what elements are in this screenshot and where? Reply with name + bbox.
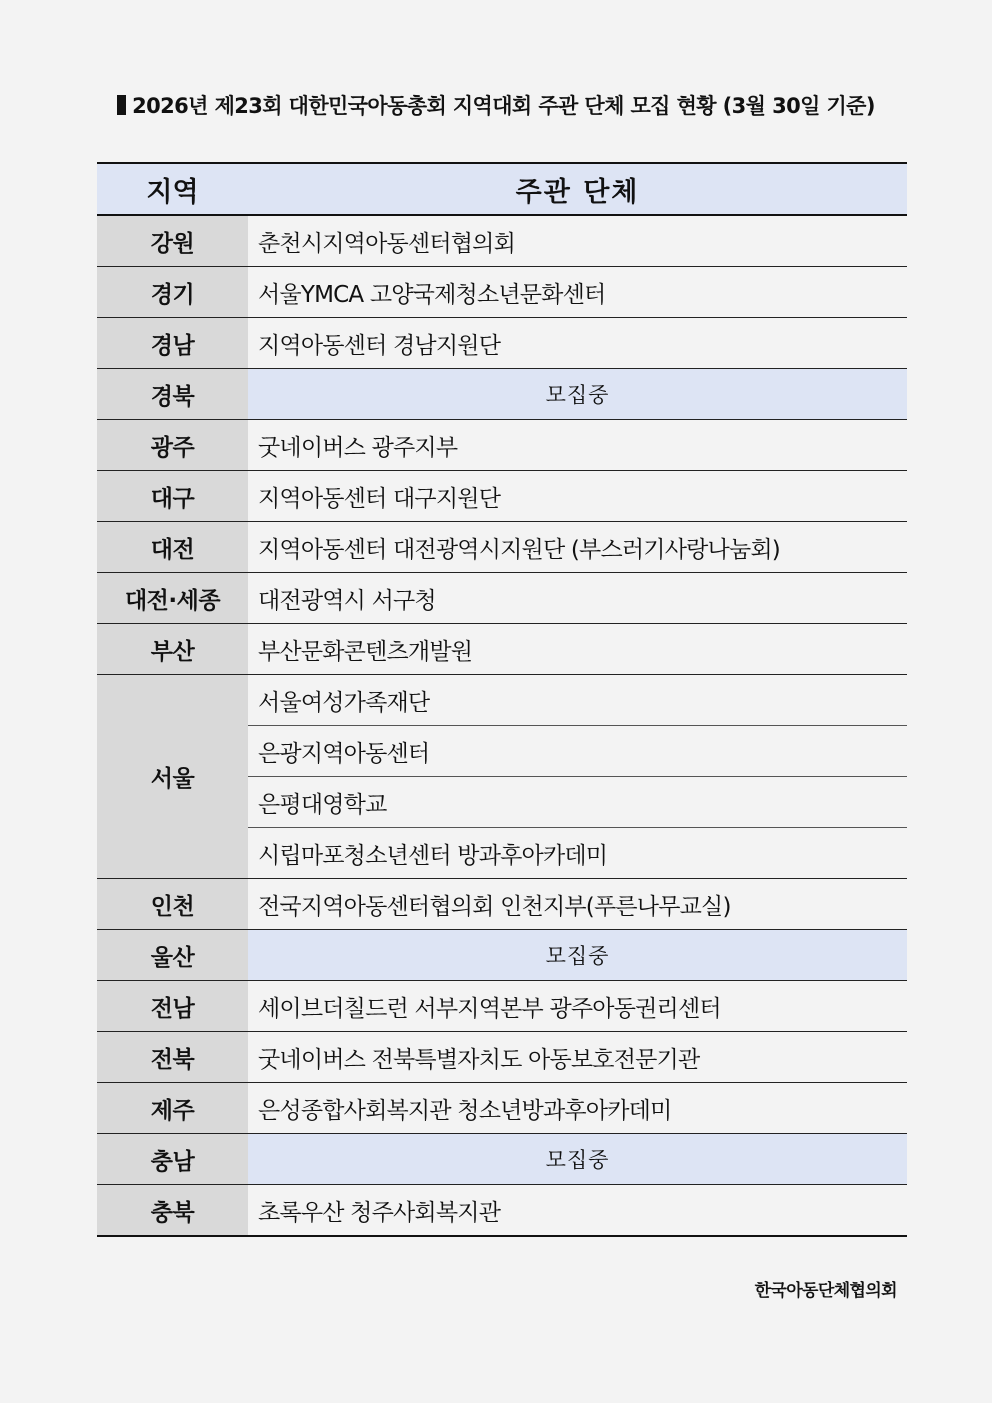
host-org-cell: 지역아동센터 경남지원단: [248, 318, 907, 369]
region-cell: 강원: [97, 215, 248, 267]
host-org-cell: 대전광역시 서구청: [248, 573, 907, 624]
recruiting-status-cell: 모집중: [248, 1134, 907, 1185]
table-row: [97, 318, 907, 369]
region-cell: 서울: [97, 675, 248, 879]
table-header-row: [97, 163, 907, 215]
host-org-cell: 지역아동센터 대구지원단: [248, 471, 907, 522]
region-cell: 전남: [97, 981, 248, 1032]
host-org-cell: 은광지역아동센터: [248, 726, 907, 777]
region-cell: 경남: [97, 318, 248, 369]
host-org-cell: 지역아동센터 대전광역시지원단 (부스러기사랑나눔회): [248, 522, 907, 573]
host-org-cell: 은성종합사회복지관 청소년방과후아카데미: [248, 1083, 907, 1134]
page-title-text: 2026년 제23회 대한민국아동총회 지역대회 주관 단체 모집 현황 (3월 30일 기준): [132, 94, 875, 118]
recruiting-status-cell: 모집중: [248, 930, 907, 981]
table-row: [97, 522, 907, 573]
region-cell: 광주: [97, 420, 248, 471]
table-row: [97, 1185, 907, 1237]
host-org-cell: 부산문화콘텐츠개발원: [248, 624, 907, 675]
host-org-cell: 서울YMCA 고양국제청소년문화센터: [248, 267, 907, 318]
host-org-cell: 전국지역아동센터협의회 인천지부(푸른나무교실): [248, 879, 907, 930]
page-title: [0, 90, 992, 122]
region-cell: 전북: [97, 1032, 248, 1083]
host-org-cell: 서울여성가족재단: [248, 675, 907, 726]
header-region: 지역: [97, 163, 248, 215]
header-host-org: 주관 단체: [248, 163, 907, 215]
region-cell: 제주: [97, 1083, 248, 1134]
table-row: [97, 981, 907, 1032]
table-row: [97, 624, 907, 675]
host-org-cell: 굿네이버스 광주지부: [248, 420, 907, 471]
host-org-cell: 세이브더칠드런 서부지역본부 광주아동권리센터: [248, 981, 907, 1032]
table-row: [97, 369, 907, 420]
host-org-cell: 시립마포청소년센터 방과후아카데미: [248, 828, 907, 879]
host-org-cell: 춘천시지역아동센터협의회: [248, 215, 907, 267]
host-org-cell: 은평대영학교: [248, 777, 907, 828]
host-organization-table: [97, 162, 907, 1237]
table-row: [97, 471, 907, 522]
table-row: [97, 573, 907, 624]
region-cell: 인천: [97, 879, 248, 930]
region-cell: 부산: [97, 624, 248, 675]
footer-organization: 한국아동단체협의회: [754, 1281, 897, 1301]
region-cell: 울산: [97, 930, 248, 981]
table-row: [97, 675, 907, 726]
region-cell: 대전·세종: [97, 573, 248, 624]
region-cell: 대구: [97, 471, 248, 522]
table-row: [97, 420, 907, 471]
recruiting-status-cell: 모집중: [248, 369, 907, 420]
region-cell: 충북: [97, 1185, 248, 1237]
table-row: [97, 879, 907, 930]
host-org-cell: 초록우산 청주사회복지관: [248, 1185, 907, 1237]
table-row: [97, 1032, 907, 1083]
table-row: [97, 267, 907, 318]
region-cell: 대전: [97, 522, 248, 573]
title-bullet-icon: [117, 95, 126, 115]
region-cell: 경기: [97, 267, 248, 318]
table-row: [97, 1083, 907, 1134]
region-cell: 충남: [97, 1134, 248, 1185]
region-cell: 경북: [97, 369, 248, 420]
table-row: [97, 215, 907, 267]
table-row: [97, 930, 907, 981]
host-org-cell: 굿네이버스 전북특별자치도 아동보호전문기관: [248, 1032, 907, 1083]
table-row: [97, 1134, 907, 1185]
table-body: [97, 215, 907, 1236]
